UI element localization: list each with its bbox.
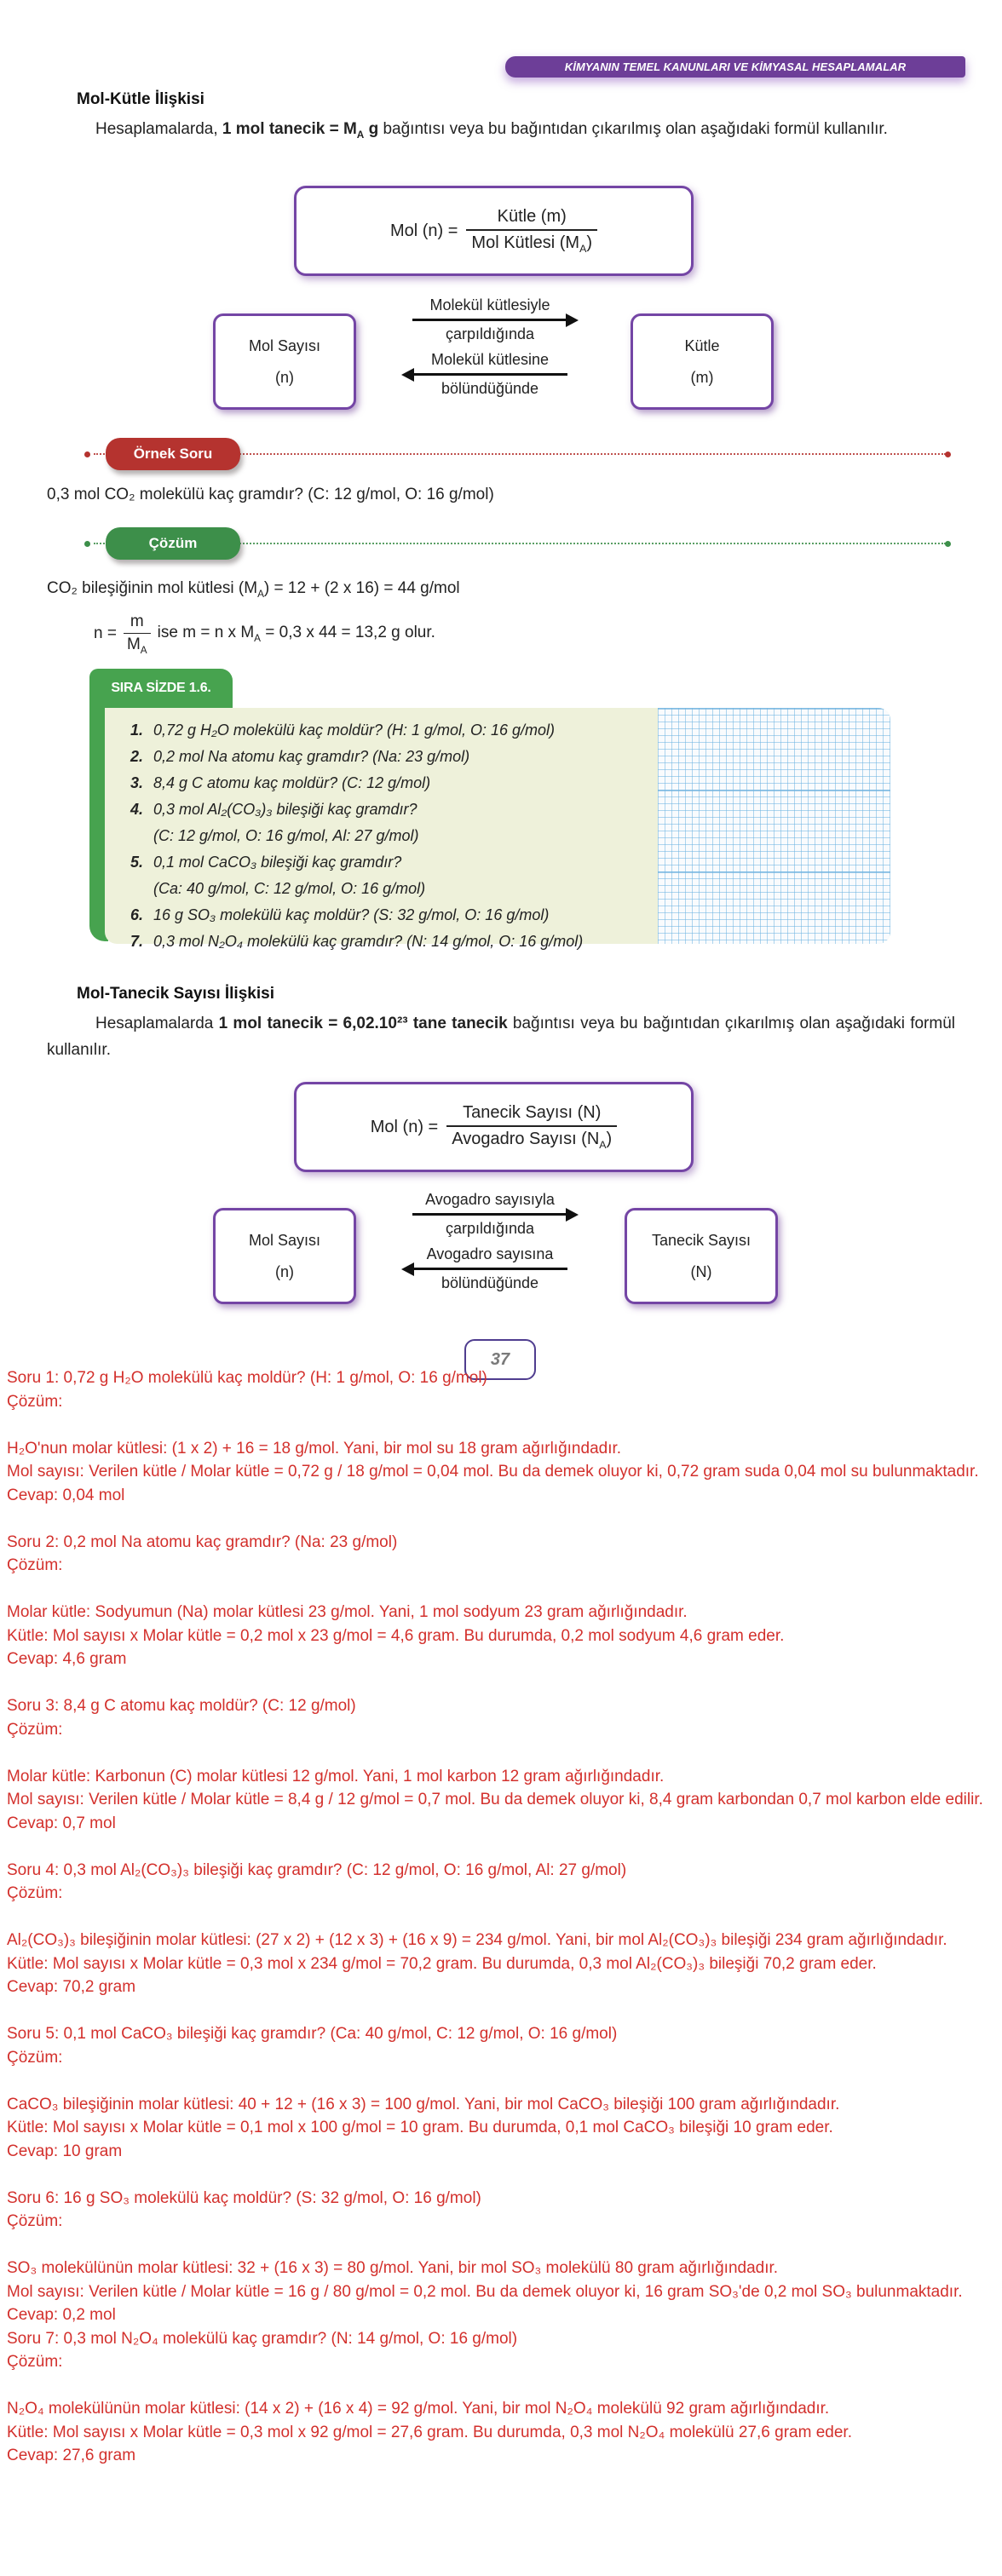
fraction-denominator <box>124 633 151 656</box>
question-item <box>130 771 667 796</box>
annotation-block-6 <box>7 2187 993 2327</box>
annotation-question: Soru 1: 0,72 g H₂O molekülü kaç moldür? (H: 1 g/mol, O: 16 g/mol) <box>7 1369 487 1387</box>
ornek-soru-row <box>0 439 1002 480</box>
text: ) = 12 + (2 x 16) = 44 g/mol <box>263 579 460 597</box>
subscript: A <box>140 644 147 656</box>
sira-sizde-tab: SIRA SİZDE 1.6. <box>89 669 233 708</box>
annotation-question: Soru 6: 16 g SO₃ molekülü kaç moldür? (S: 32 g/mol, O: 16 g/mol) <box>7 2188 481 2207</box>
annotation-line: Molar kütle: Karbonun (C) molar kütlesi 12 g/mol. Yani, 1 mol karbon 12 gram ağırlığındadır. <box>7 1767 665 1785</box>
annotation-line: Mol sayısı: Verilen kütle / Molar kütle = 8,4 g / 12 g/mol = 0,7 mol. Bu da demek oluyor ki, 8,4 gram karbondan 0,7 mol karbon elde edilir. <box>7 1791 983 1808</box>
annotation-line: Kütle: Mol sayısı x Molar kütle = 0,1 mol x 100 g/mol = 10 gram. Bu durumda, 0,1 mol CaCO₃ bileşiği 10 gram eder. <box>7 2119 833 2136</box>
annotation-answer: Cevap: 0,2 mol <box>7 2306 116 2324</box>
solution-equation <box>94 603 435 664</box>
fraction <box>124 612 151 656</box>
arrow-label: bölündüğünde <box>441 1274 539 1291</box>
annotation-line: SO₃ molekülünün molar kütlesi: 32 + (16 x 3) = 80 g/mol. Yani, bir mol SO₃ molekülü 80 gram ağırlığındadır. <box>7 2259 779 2277</box>
question-item-continuation: (C: 12 g/mol, O: 16 g/mol, Al: 27 g/mol) <box>153 827 419 844</box>
subscript: A <box>257 588 264 600</box>
arrow-label: Molekül kütlesiyle <box>429 296 550 313</box>
annotation-cozum-label: Çözüm: <box>7 1392 63 1411</box>
sira-sizde-box <box>105 708 890 950</box>
mol-tanecik-paragraph <box>47 1010 955 1063</box>
annotation-block-4 <box>7 1859 993 1999</box>
graph-paper <box>658 708 890 944</box>
item-number: 4. <box>130 801 144 818</box>
text: = 0,3 x 44 = 13,2 g olur. <box>261 624 435 642</box>
arrow-right-icon <box>412 1213 567 1216</box>
annotation-answer: Cevap: 0,7 mol <box>7 1814 116 1832</box>
fraction <box>446 1103 617 1151</box>
box-label: Tanecik Sayısı <box>651 1231 752 1249</box>
item-number: 6. <box>130 906 144 923</box>
paragraph-text: bağıntısı veya bu bağıntıdan çıkarılmış olan aşağıdaki formül kullanılır. <box>378 120 888 138</box>
mol-mass-conversion-diagram <box>0 296 1002 437</box>
annotation-line: Kütle: Mol sayısı x Molar kütle = 0,3 mol x 234 g/mol = 70,2 gram. Bu durumda, 0,3 mol Al₂(CO₃)₃ bileşiği 70,2 gram eder. <box>7 1954 877 1973</box>
box-symbol: (n) <box>275 368 294 386</box>
subscript: A <box>599 1139 607 1151</box>
text: Mol Kütlesi (M <box>471 233 580 252</box>
annotation-solutions <box>7 1366 993 2468</box>
box-label: Kütle <box>684 336 720 354</box>
conversion-arrows <box>385 296 595 398</box>
arrow-label: Molekül kütlesine <box>430 351 550 368</box>
equation-lhs: n = <box>94 624 117 642</box>
subscript: A <box>254 632 261 644</box>
annotation-answer: Cevap: 10 gram <box>7 2142 123 2160</box>
annotation-question: Soru 5: 0,1 mol CaCO₃ bileşiği kaç gramdır? (Ca: 40 g/mol, C: 12 g/mol, O: 16 g/mol) <box>7 2025 618 2043</box>
dot-icon <box>84 451 90 457</box>
mol-kutle-paragraph <box>47 116 955 148</box>
arrow-label: Avogadro sayısına <box>426 1245 554 1262</box>
mol-sayisi-box <box>213 313 356 410</box>
annotation-block-2 <box>7 1531 993 1671</box>
box-symbol: (m) <box>690 368 714 386</box>
annotation-block-7 <box>7 2327 993 2468</box>
text: CO₂ bileşiğinin mol kütlesi (M <box>47 579 258 597</box>
arrow-label: bölündüğünde <box>441 380 539 397</box>
item-text: 8,4 g C atomu kaç moldür? (C: 12 g/mol) <box>153 774 431 791</box>
annotation-answer: Cevap: 4,6 gram <box>7 1650 127 1668</box>
mol-particle-formula-box <box>294 1082 694 1172</box>
mol-particle-conversion-diagram <box>0 1191 1002 1331</box>
annotation-block-1 <box>7 1366 993 1507</box>
question-item <box>130 850 667 875</box>
tanecik-sayisi-box <box>625 1208 778 1304</box>
annotation-block-5 <box>7 2022 993 2163</box>
question-item <box>130 745 667 769</box>
fraction-denominator <box>446 1125 617 1151</box>
box-label: Mol Sayısı <box>248 1231 321 1249</box>
page-number: 37 <box>464 1339 536 1380</box>
fraction <box>466 207 597 255</box>
annotation-answer: Cevap: 70,2 gram <box>7 1978 136 1996</box>
solution-line1 <box>47 579 460 600</box>
annotation-question: Soru 4: 0,3 mol Al₂(CO₃)₃ bileşiği kaç gramdır? (C: 12 g/mol, O: 16 g/mol, Al: 27 g/mol) <box>7 1860 627 1879</box>
annotation-line: Mol sayısı: Verilen kütle / Molar kütle = 16 g / 80 g/mol = 0,2 mol. Bu da demek oluyor ki, 16 gram SO₃'de 0,2 mol SO₃ bulunmaktadır. <box>7 2282 963 2301</box>
item-number: 1. <box>130 722 144 739</box>
bold-relation: 1 mol tanecik = 6,02.10²³ tane tanecik <box>218 1015 508 1032</box>
cozum-badge: Çözüm <box>106 527 240 560</box>
annotation-cozum-label: Çözüm: <box>7 2048 63 2067</box>
fraction-numerator: m <box>130 612 144 630</box>
fraction-denominator <box>466 229 597 255</box>
text: M <box>126 635 141 653</box>
item-text: 0,3 mol N₂O₄ molekülü kaç gramdır? (N: 14 g/mol, O: 16 g/mol) <box>153 933 584 950</box>
arrow-label: çarpıldığında <box>445 1220 535 1237</box>
annotation-cozum-label: Çözüm: <box>7 1720 63 1739</box>
kutle-box <box>631 313 774 410</box>
annotation-block-3 <box>7 1694 993 1835</box>
question-item <box>130 903 667 928</box>
annotation-line: H₂O'nun molar kütlesi: (1 x 2) + 16 = 18 g/mol. Yani, bir mol su 18 gram ağırlığındadır. <box>7 1439 622 1458</box>
annotation-line: Molar kütle: Sodyumun (Na) molar kütlesi 23 g/mol. Yani, 1 mol sodyum 23 gram ağırlığındadır. <box>7 1603 688 1621</box>
mol-tanecik-heading: Mol-Tanecik Sayısı İlişkisi <box>77 985 274 1003</box>
sira-sizde-questions <box>130 718 667 956</box>
formula-lhs: Mol (n) = <box>370 1117 439 1136</box>
arrow-left-icon <box>412 373 567 376</box>
annotation-cozum-label: Çözüm: <box>7 1556 63 1574</box>
arrow-right-icon <box>412 319 567 321</box>
box-label: Mol Sayısı <box>248 336 321 354</box>
item-text: 16 g SO₃ molekülü kaç moldür? (S: 32 g/mol, O: 16 g/mol) <box>153 906 550 923</box>
arrow-left-icon <box>412 1268 567 1270</box>
item-text: 0,72 g H₂O molekülü kaç moldür? (H: 1 g/mol, O: 16 g/mol) <box>153 722 556 739</box>
formula-lhs: Mol (n) = <box>389 221 458 240</box>
question-item <box>130 929 667 954</box>
mol-sayisi-box <box>213 1208 356 1304</box>
conversion-arrows <box>385 1191 595 1292</box>
box-symbol: (N) <box>690 1262 712 1280</box>
mol-kutle-heading: Mol-Kütle İlişkisi <box>77 90 204 108</box>
paragraph-text: Hesaplamalarda <box>95 1015 219 1032</box>
text: ) <box>586 233 593 252</box>
dot-icon <box>945 541 951 547</box>
question-item <box>130 797 667 822</box>
item-text: 0,1 mol CaCO₃ bileşiği kaç gramdır? <box>153 854 402 871</box>
cozum-row <box>0 528 1002 569</box>
text: ) <box>606 1130 613 1148</box>
dot-icon <box>945 451 951 457</box>
subscript: A <box>356 129 365 141</box>
annotation-answer: Cevap: 27,6 gram <box>7 2447 136 2464</box>
mol-mass-formula-box <box>294 186 694 276</box>
question-item <box>130 718 667 743</box>
paragraph-text: Hesaplamalarda, <box>95 120 222 138</box>
ornek-soru-badge: Örnek Soru <box>106 438 240 470</box>
annotation-cozum-label: Çözüm: <box>7 2353 63 2371</box>
annotation-line: CaCO₃ bileşiğinin molar kütlesi: 40 + 12 + (16 x 3) = 100 g/mol. Yani, bir mol CaCO₃ bileşiği 100 gram ağırlığındadır. <box>7 2095 840 2113</box>
box-symbol: (n) <box>275 1262 294 1280</box>
annotation-line: Mol sayısı: Verilen kütle / Molar kütle = 0,72 g / 18 g/mol = 0,04 mol. Bu da demek oluyor ki, 0,72 gram suda 0,04 mol su bulunmaktadır. <box>7 1463 979 1481</box>
item-text: 0,3 mol Al₂(CO₃)₃ bileşiği kaç gramdır? <box>153 801 418 818</box>
dot-icon <box>84 541 90 547</box>
annotation-cozum-label: Çözüm: <box>7 2212 63 2230</box>
annotation-cozum-label: Çözüm: <box>7 1884 63 1902</box>
arrow-label: Avogadro sayısıyla <box>425 1191 555 1208</box>
chapter-banner <box>505 56 965 78</box>
paragraph-text: bağıntısı veya bu bağıntıdan çıkarılmış olan aşağıdaki formül kullanılır. <box>47 1015 955 1059</box>
fraction-numerator: Tanecik Sayısı (N) <box>463 1103 602 1122</box>
item-number: 2. <box>130 748 144 765</box>
question-item-continuation: (Ca: 40 g/mol, C: 12 g/mol, O: 16 g/mol) <box>153 880 426 897</box>
text: ise m = n x M <box>157 624 255 642</box>
item-text: 0,2 mol Na atomu kaç gramdır? (Na: 23 g/mol) <box>153 748 470 765</box>
bold-relation <box>222 120 379 141</box>
text: Avogadro Sayısı (N <box>452 1130 600 1148</box>
annotation-line: Kütle: Mol sayısı x Molar kütle = 0,2 mol x 23 g/mol = 4,6 gram. Bu durumda, 0,2 mol sodyum 4,6 gram eder. <box>7 1626 785 1645</box>
item-number: 5. <box>130 854 144 871</box>
annotation-question: Soru 7: 0,3 mol N₂O₄ molekülü kaç gramdır? (N: 14 g/mol, O: 16 g/mol) <box>7 2329 518 2348</box>
annotation-question: Soru 2: 0,2 mol Na atomu kaç gramdır? (Na: 23 g/mol) <box>7 1532 398 1551</box>
item-number: 3. <box>130 774 144 791</box>
fraction-numerator: Kütle (m) <box>497 207 567 226</box>
arrow-label: çarpıldığında <box>445 325 535 342</box>
annotation-line: Kütle: Mol sayısı x Molar kütle = 0,3 mol x 92 g/mol = 27,6 gram. Bu durumda, 0,3 mol N₂O₄ molekülü 27,6 gram eder. <box>7 2423 852 2441</box>
annotation-question: Soru 3: 8,4 g C atomu kaç moldür? (C: 12 g/mol) <box>7 1697 356 1715</box>
equation-rest <box>158 624 435 644</box>
bold-text: 1 mol tanecik = M <box>222 120 357 138</box>
ornek-soru-question: 0,3 mol CO₂ molekülü kaç gramdır? (C: 12 g/mol, O: 16 g/mol) <box>47 486 494 503</box>
annotation-answer: Cevap: 0,04 mol <box>7 1486 125 1504</box>
chapter-banner-title: KİMYANIN TEMEL KANUNLARI VE KİMYASAL HESAPLAMALAR <box>564 60 907 73</box>
annotation-line: N₂O₄ molekülünün molar kütlesi: (14 x 2) + (16 x 4) = 92 g/mol. Yani, bir mol N₂O₄ molekülü 92 gram ağırlığındadır. <box>7 2400 830 2418</box>
item-number: 7. <box>130 933 144 950</box>
annotation-line: Al₂(CO₃)₃ bileşiğinin molar kütlesi: (27 x 2) + (12 x 3) + (16 x 9) = 234 g/mol. Yani, bir mol Al₂(CO₃)₃ bileşiği 234 gram ağırlığındadır. <box>7 1931 947 1949</box>
subscript: A <box>579 243 587 255</box>
bold-text: g <box>364 120 379 138</box>
